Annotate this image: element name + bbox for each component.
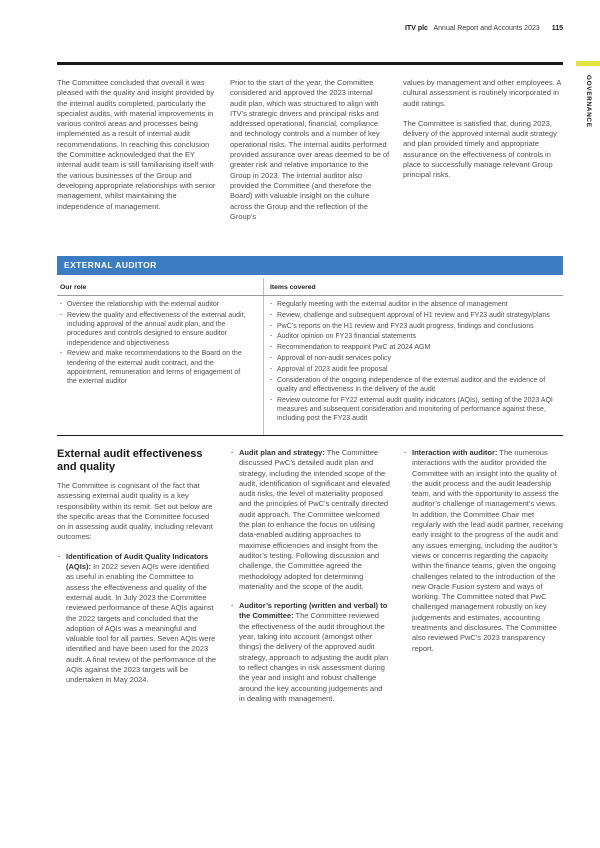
page-header: [405, 25, 563, 32]
table-header-row: [57, 278, 563, 296]
table-bullet: · Approval of non-audit services policy: [270, 354, 559, 363]
header-rule: [57, 62, 563, 65]
table-bullet: · Regularly meeting with the external auditor in the absence of management: [270, 300, 559, 309]
text-column-2: [230, 448, 390, 713]
text-column-1: [57, 448, 217, 713]
section-intro: The Committee is cognisant of the fact that assessing external audit quality is a key responsibility within its remit. Set out below are the specific areas that the Committee focused on in assessing audit quality, including relevant outcomes:: [57, 481, 213, 542]
bullet-lead: Identification of Audit Quality Indicators (AQIs):: [66, 551, 209, 572]
section-tab-marker: [576, 61, 600, 66]
text-column-3: [403, 448, 563, 713]
column-header-items-covered: Items covered: [263, 278, 563, 295]
table-bullet: · Auditor opinion on FY23 financial statements: [270, 332, 559, 341]
column-header-our-role: Our role: [60, 284, 87, 291]
table-bullet: · Approval of 2023 audit fee proposal: [270, 365, 559, 374]
bullet-text: The Committee reviewed the effectiveness of the audit throughout the year, taking into account (amongst other things) the delivery of the approved audit strategy, approach to adjusting the audit plan to reflect changes in risk assessment during the year and insight and robust challenge around the key accounting judgements and in dealing with management.: [239, 611, 389, 703]
paragraph: Prior to the start of the year, the Committee considered and approved the 2023 internal audit plan, which was structured to align with ITV’s strategic drivers and principal risks and addressed operational, financial, compliance and technology controls and a number of key operational risks. The internal audits performed provided assurance over areas deemed to be of greater risk and relative importance to the Group in 2023. The internal auditor also provided the Committee (and therefore the Board) with valuable insight on the culture across the Group and the reflection of the Group’s: [230, 78, 390, 221]
bullet-text: In 2022 seven AQIs were identified as useful in enabling the Committee to assess the effectiveness and quality of the external audit. In July 2023 the Committee reviewed performance of these AQIs against the 2022 targets and concluded that the adoption of AQIs was a meaningful and valuable tool for all parties. Seven AQIs were identified and have been used for the 2023 audit. A final review of the performance of the AQIs against the 2023 targets will be undertaken in May 2024.: [66, 562, 217, 685]
text-column-1: [57, 78, 217, 222]
table-bullet: · Recommendation to reappoint PwC at 2024 AGM: [270, 343, 559, 352]
section-heading: External audit effectiveness and quality: [57, 448, 203, 473]
bullet-lead: Auditor’s reporting (written and verbal) to the Committee:: [239, 601, 388, 621]
document-title: Annual Report and Accounts 2023: [433, 25, 540, 32]
internal-audit-section: [57, 78, 563, 222]
our-role-cell: [57, 296, 263, 435]
table-bullet: · Review, challenge and subsequent approval of H1 review and FY23 audit strategy/plans: [270, 311, 559, 320]
table-title: EXTERNAL AUDITOR: [57, 256, 563, 275]
external-auditor-table: [57, 256, 563, 436]
page-number: 115: [551, 25, 563, 32]
table-bullet: · Review outcome for FY22 external audit quality indicators (AQIs), setting of the 2023 AQI measures and subsequent consideration and monitoring of performance against these, including post the FY23 audit: [270, 396, 559, 424]
bullet-item: [230, 448, 390, 592]
bullet-item: [230, 601, 390, 704]
table-bullet: · PwC’s reports on the H1 review and FY23 audit progress, findings and conclusions: [270, 322, 559, 331]
bullet-item: [57, 552, 217, 686]
bullet-lead: Audit plan and strategy:: [239, 448, 325, 457]
audit-effectiveness-section: [57, 448, 563, 713]
paragraph: The Committee is satisfied that, during 2023, delivery of the approved internal audit strategy and plan provided timely and appropriate assurance on the effectiveness of controls in place to successfully manage relevant Group principal risks.: [403, 118, 557, 180]
table-bullet: · Review the quality and effectiveness of the external audit, including approval of the annual audit plan, and the procedures and controls designed to ensure auditor independence and objectiveness: [60, 311, 251, 348]
bullet-text: The Committee discussed PwC’s detailed audit plan and strategy, including the intended scope of the audit, identification of significant and elevated audit risks, the level of materiality proposed and the principles of PwC’s centrally directed audit approach. The Committee welcomed the plan to enhance the focus on utilising data-enabled auditing approaches to maximise efficiencies and insight from the auditor’s testing. Following discussion and challenge, the Committee agreed the methodology adopted for determining materiality and the scope of the audit.: [239, 448, 390, 591]
bullet-text: The numerous interactions with the auditor provided the Committee with an insight into the quality of the audit process and the audit leadership team, and with the opportunity to assess the auditor’s challenge of management’s views. In addition, the Committee Chair met regularly with the lead audit partner, receiving early insight to the progress of the audit and any issues emerging, including the auditor’s views or concerns regarding the capacity within the finance teams, given the ongoing challenges related to the introduction of the new Oracle Fusion system and ways of working. The Committee noted that PwC challenged management robustly on key judgements and estimates, accounting treatments and disclosures. The Committee also reviewed PwC’s 2023 transparency report.: [412, 448, 563, 653]
text-column-2: [230, 78, 390, 222]
bullet-lead: Interaction with auditor:: [412, 448, 498, 457]
table-bullet: · Review and make recommendations to the Board on the tendering of the external audit contract, and the appointment, remuneration and terms of engagement of the external auditor: [60, 349, 251, 386]
paragraph: The Committee concluded that overall it was pleased with the quality and insight provided by the internal audits completed, particularly the specialist audits, with material improvements in various control areas and processes being implemented as a result of internal audit recommendations. In reaching this conclusion the Committee acknowledged that the EY internal audit team is still familiarising itself with the various businesses of the Group and developing appropriate relationships with senior management, whilst maintaining the independence of management.: [57, 78, 216, 211]
section-tab-governance: GOVERNANCE: [585, 75, 592, 128]
brand-name: ITV plc: [404, 25, 428, 32]
bullet-item: [403, 448, 563, 654]
items-covered-cell: [263, 296, 563, 435]
paragraph: values by management and other employees. A cultural assessment is routinely incorporated in audit ratings.: [403, 78, 562, 108]
table-body: [57, 296, 563, 436]
table-bullet: · Oversee the relationship with the external auditor: [60, 300, 251, 309]
text-column-3: [403, 78, 563, 222]
table-bullet: · Consideration of the ongoing independence of the external auditor and the evidence of quality and effectiveness in the delivery of the audit: [270, 376, 559, 395]
